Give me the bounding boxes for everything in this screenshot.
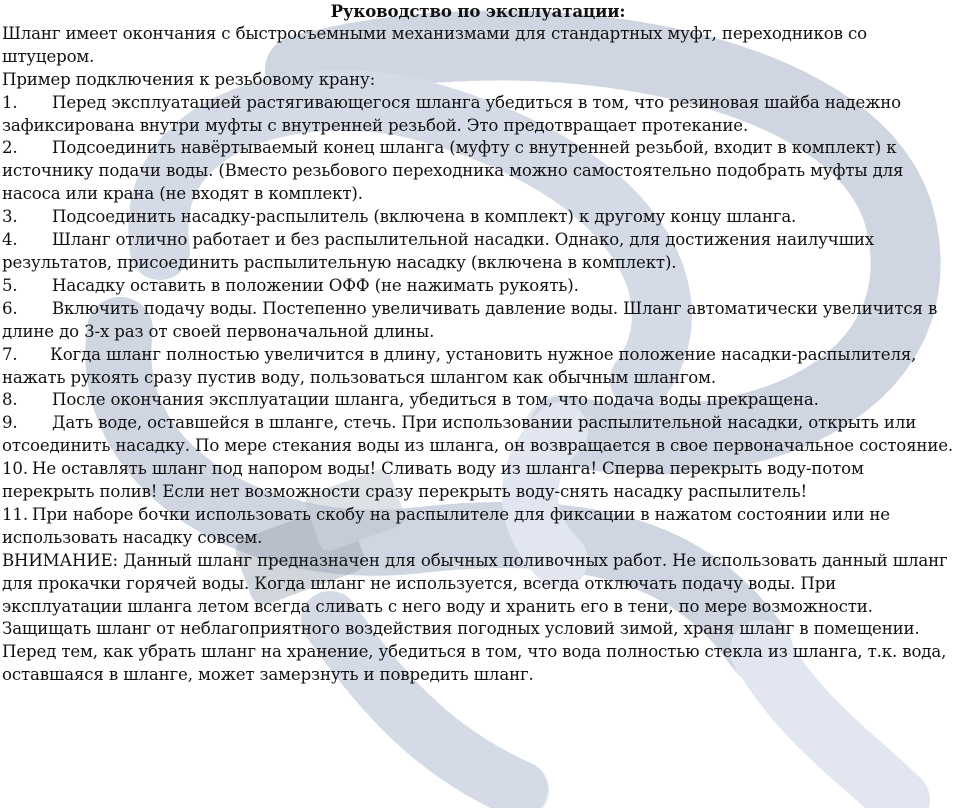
step-item: [2, 298, 954, 344]
step-item: [2, 504, 954, 550]
step-text: Когда шланг полностью увеличится в длину, установить нужное положение насадки-распылителя, нажать рукоять сразу пустив воду, пользоваться шлангом как обычным шлангом.: [2, 344, 917, 387]
step-item: [2, 344, 954, 390]
step-text: Шланг отлично работает и без распылительной насадки. Однако, для достижения наилучших результатов, присоединить распылительную насадку (включена в комплект).: [2, 230, 875, 272]
step-item: [2, 206, 954, 229]
step-text: Дать воде, оставшейся в шланге, стечь. При использовании распылительной насадки, открыть или отсоединить насадку. По мере стекания воды из шланга, он возвращается в свое первоначальное состояние.: [2, 413, 954, 456]
step-item: [2, 389, 954, 412]
step-text: Подсоединить насадку-распылитель (включена в комплект) к другому концу шланга.: [52, 207, 797, 227]
intro-paragraph: Шланг имеет окончания с быстросъемными механизмами для стандартных муфт, переходников со штуцером.: [2, 23, 867, 66]
step-text: Не оставлять шланг под напором воды! Сливать воду из шланга! Сперва перекрыть воду-потом перекрыть полив! Если нет возможности сразу перекрыть воду-снять насадку распылитель!: [2, 459, 864, 502]
step-text: Подсоединить навёртываемый конец шланга (муфту с внутренней резьбой, входит в комплект) к источнику подачи воды. (Вместо резьбового переходника можно самостоятельно подобрать муфты для насоса или крана (не входят в комплект).: [2, 138, 904, 204]
step-number: 1.: [2, 92, 18, 112]
step-number: 7.: [2, 344, 18, 364]
step-text: После окончания эксплуатации шланга, убедиться в том, что подача воды прекращена.: [52, 390, 819, 410]
step-number: 5.: [2, 275, 18, 295]
step-number: 8.: [2, 390, 18, 410]
step-item: [2, 275, 954, 298]
step-number: 4.: [2, 230, 18, 250]
warning-paragraph: ВНИМАНИЕ: Данный шланг предназначен для обычных поливочных работ. Не использовать данный шланг для прокачки горячей воды. Когда шланг не используется, всегда отключать подачу воды. При эксплуатации шланга летом всегда сливать с него воду и хранить его в тени, по мере возможности. Защищать шланг от неблагоприятного воздействия погодных условий зимой, храня шланг в помещении. Перед тем, как убрать шланг на хранение, убедиться в том, что вода полностью стекла из шланга, т.к. вода, оставшаяся в шланге, может замерзнуть и повредить шланг.: [2, 550, 948, 685]
step-text: Перед эксплуатацией растягивающегося шланга убедиться в том, что резиновая шайба надежно зафиксирована внутри муфты с внутренней резьбой. Это предотвращает протекание.: [2, 92, 902, 135]
step-text: Насадку оставить в положении ОФФ (не нажимать рукоять).: [52, 275, 579, 295]
step-item: [2, 137, 954, 206]
step-number: 3.: [2, 207, 18, 227]
step-text: При наборе бочки использовать скобу на распылителе для фиксации в нажатом состоянии или не использовать насадку совсем.: [2, 504, 890, 547]
example-heading: Пример подключения к резьбовому крану:: [2, 69, 376, 89]
page-title: Руководство по эксплуатации:: [330, 1, 626, 21]
step-number: 10.: [2, 459, 28, 479]
step-number: 9.: [2, 413, 18, 433]
step-number: 6.: [2, 298, 18, 318]
step-number: 11.: [2, 504, 28, 524]
step-number: 2.: [2, 138, 18, 158]
step-text: Включить подачу воды. Постепенно увеличивать давление воды. Шланг автоматически увеличится в длине до 3-х раз от своей первоначальной длины.: [2, 298, 938, 341]
step-item: [2, 412, 954, 458]
step-item: [2, 92, 954, 138]
step-item: [2, 458, 954, 504]
step-item: [2, 229, 954, 275]
